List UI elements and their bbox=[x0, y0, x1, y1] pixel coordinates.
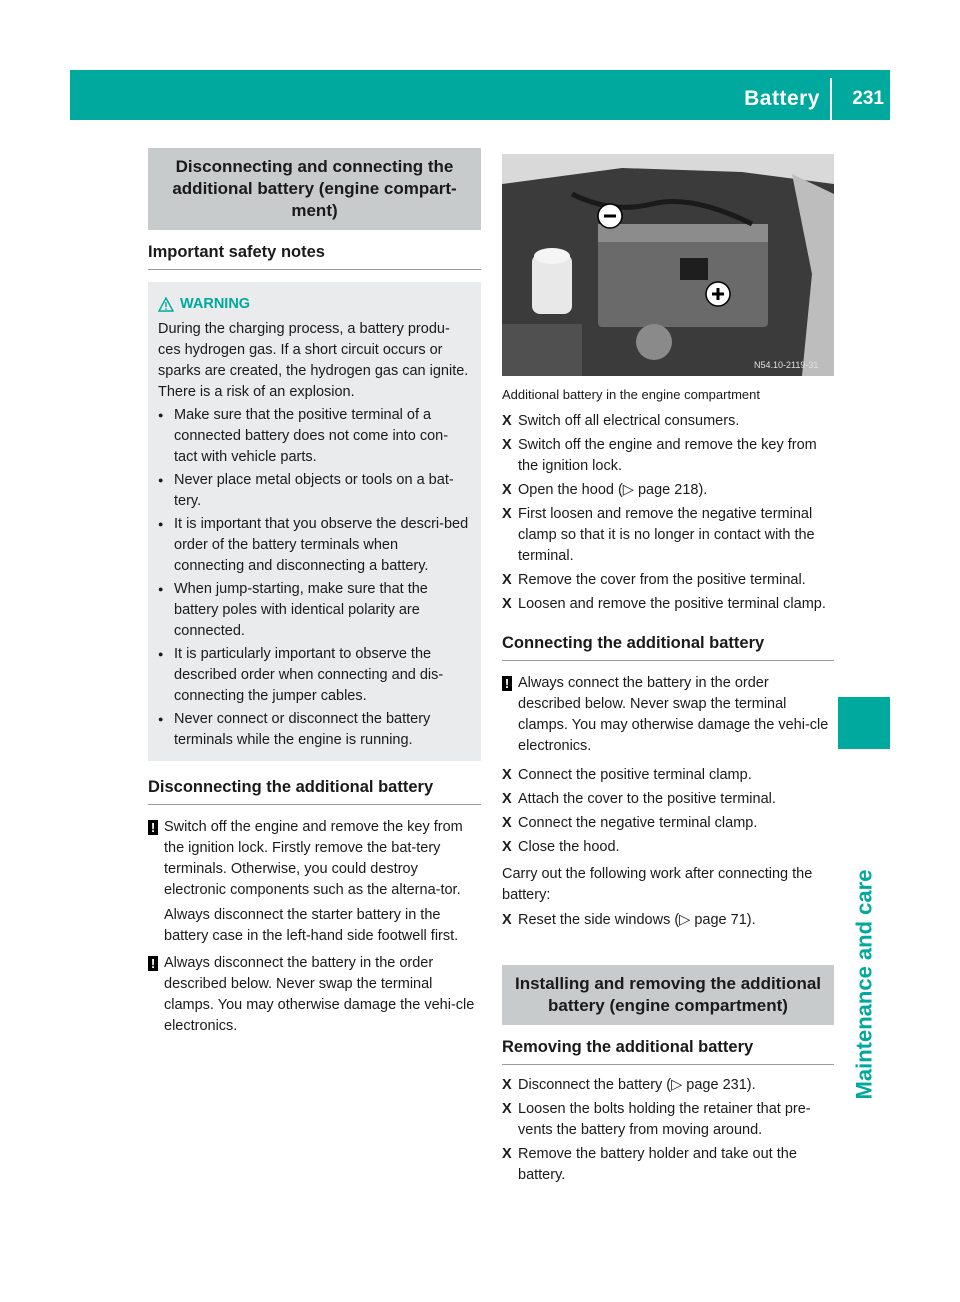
step-x-icon: X bbox=[502, 912, 512, 928]
list-item: ● Never place metal objects or tools on a bat-tery. bbox=[158, 470, 471, 512]
after-connect-steps bbox=[502, 910, 834, 931]
list-item: ● Never connect or disconnect the battery terminals while the engine is running. bbox=[158, 709, 471, 751]
list-item: ● When jump-starting, make sure that the battery poles with identical polarity are connected. bbox=[158, 579, 471, 642]
battery-photo bbox=[502, 154, 834, 376]
list-item: ● It is important that you observe the descri-bed order of the battery terminals when connecting and disconnecting a battery. bbox=[158, 514, 471, 577]
step-x-icon: X bbox=[502, 413, 512, 429]
notice-note bbox=[502, 673, 834, 757]
list-item: X Connect the positive terminal clamp. bbox=[502, 765, 834, 786]
list-item: X Loosen and remove the positive terminal clamp. bbox=[502, 594, 834, 615]
list-item: X Reset the side windows (▷ page 71). bbox=[502, 910, 834, 931]
notice-note bbox=[148, 953, 481, 1037]
note-text: Switch off the engine and remove the key from the ignition lock. Firstly remove the bat-tery terminals. Otherwise, you could destroy electronic components such as the alterna-tor. bbox=[164, 819, 463, 898]
step-x-icon: X bbox=[502, 839, 512, 855]
list-item: ● Make sure that the positive terminal of a connected battery does not come into con-tact with vehicle parts. bbox=[158, 405, 471, 468]
connect-heading: Connecting the additional battery bbox=[502, 633, 834, 661]
step-x-icon: X bbox=[502, 1077, 512, 1093]
note-text: Always connect the battery in the order described below. Never swap the terminal clamps. You may otherwise damage the vehi-cle electronics. bbox=[518, 675, 829, 754]
step-x-icon: X bbox=[502, 572, 512, 588]
step-x-icon: X bbox=[502, 506, 512, 522]
list-item: X Switch off the engine and remove the key from the ignition lock. bbox=[502, 437, 817, 474]
step-x-icon: X bbox=[502, 437, 512, 453]
list-item: X Open the hood (▷ page 218). bbox=[502, 480, 834, 501]
image-code: N54.10-2119-31 bbox=[754, 360, 819, 370]
side-marker bbox=[838, 697, 890, 749]
connect-steps bbox=[502, 765, 834, 858]
list-item: X Connect the negative terminal clamp. bbox=[502, 813, 834, 834]
note-text: Always disconnect the battery in the order described below. Never swap the terminal clamps. You may otherwise damage the vehi-cle electronics. bbox=[164, 955, 475, 1034]
left-column bbox=[148, 148, 481, 1037]
install-heading: Installing and removing the additional battery (engine compartment) bbox=[502, 965, 834, 1025]
step-x-icon: X bbox=[502, 815, 512, 831]
chapter-tab bbox=[838, 845, 890, 1123]
list-item: X Switch off all electrical consumers. bbox=[502, 411, 834, 432]
warning-title-text: WARNING bbox=[180, 296, 251, 312]
step-x-icon: X bbox=[502, 596, 512, 612]
warning-text: During the charging process, a battery produ-ces hydrogen gas. If a short circuit occurs or sparks are created, the hydrogen gas can ignite. There is a risk of an explosion. bbox=[158, 321, 469, 400]
note-text: Always disconnect the starter battery in the battery case in the left-hand side footwell first. bbox=[164, 907, 459, 944]
right-column bbox=[502, 154, 834, 1186]
warning-bullets bbox=[158, 405, 471, 751]
list-item: X Attach the cover to the positive terminal. bbox=[502, 789, 834, 810]
chapter-tab-label: Maintenance and care bbox=[851, 869, 877, 1099]
header-divider bbox=[830, 78, 832, 120]
remove-steps bbox=[502, 1075, 834, 1186]
step-x-icon: X bbox=[502, 1101, 512, 1117]
step-x-icon: X bbox=[502, 482, 512, 498]
after-connect-text: Carry out the following work after connecting the battery: bbox=[502, 866, 813, 903]
warning-title bbox=[158, 294, 471, 315]
step-x-icon: X bbox=[502, 791, 512, 807]
list-item: X Loosen the bolts holding the retainer that pre-vents the battery from moving around. bbox=[502, 1101, 811, 1138]
list-item: X First loosen and remove the negative terminal clamp so that it is no longer in contact with the terminal. bbox=[502, 506, 815, 564]
warning-box bbox=[148, 282, 481, 761]
exclamation-icon: ! bbox=[148, 820, 158, 835]
safety-heading: Important safety notes bbox=[148, 242, 481, 270]
list-item: ● It is particularly important to observe the described order when connecting and dis-connecting the jumper cables. bbox=[158, 644, 471, 707]
warning-triangle-icon bbox=[158, 297, 174, 312]
step-x-icon: X bbox=[502, 767, 512, 783]
list-item: X Close the hood. bbox=[502, 837, 834, 858]
section-heading: Disconnecting and connecting the additional battery (engine compart-ment) bbox=[148, 148, 481, 230]
header-bar bbox=[70, 70, 890, 120]
list-item: X Remove the cover from the positive terminal. bbox=[502, 570, 834, 591]
disconnect-steps bbox=[502, 411, 834, 615]
header-title: Battery bbox=[744, 87, 820, 110]
notice-note bbox=[148, 817, 481, 947]
list-item: X Disconnect the battery (▷ page 231). bbox=[502, 1075, 834, 1096]
disconnect-heading: Disconnecting the additional battery bbox=[148, 777, 481, 805]
exclamation-icon: ! bbox=[148, 956, 158, 971]
image-caption: Additional battery in the engine compartment bbox=[502, 387, 760, 402]
step-x-icon: X bbox=[502, 1146, 512, 1162]
page-number: 231 bbox=[852, 88, 884, 109]
exclamation-icon: ! bbox=[502, 676, 512, 691]
remove-heading: Removing the additional battery bbox=[502, 1037, 834, 1065]
list-item: X Remove the battery holder and take out the battery. bbox=[502, 1146, 797, 1183]
